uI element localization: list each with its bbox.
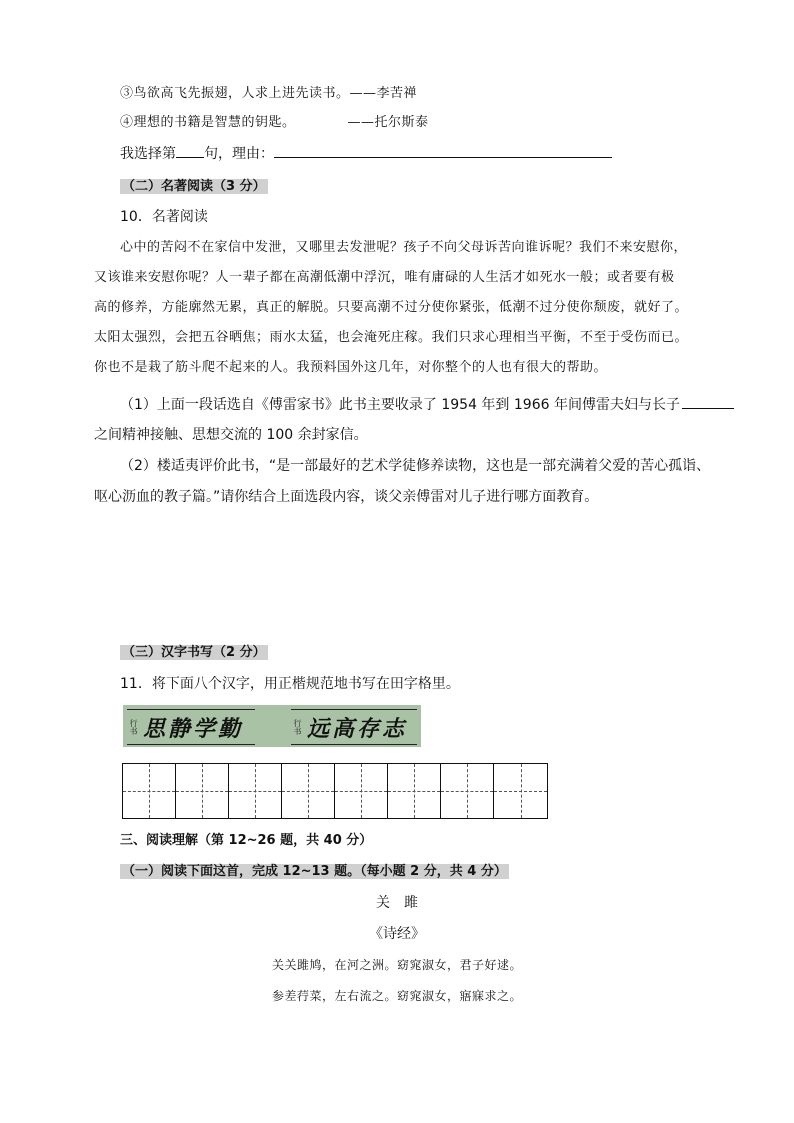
passage-line: 心中的苦闷不在家信中发泄，又哪里去发泄呢？孩子不向父母诉苦向谁诉呢？我们不来安慰你， bbox=[120, 240, 688, 255]
q10-title: 10．名著阅读 bbox=[120, 209, 208, 225]
tianzige-cell[interactable] bbox=[229, 764, 282, 818]
tianzige-cell[interactable] bbox=[176, 764, 229, 818]
answer-blank-number[interactable] bbox=[176, 145, 204, 158]
passage-line: 高的修养，方能廓然无累，真正的解脱。只要高潮不过分使你紧张，低潮不过分使你颓废，就好了。 bbox=[94, 300, 689, 315]
choose-line bbox=[120, 143, 612, 163]
q10-sub2-line1: （2）楼适夷评价此书，“是一部最好的艺术学徒修养读物，这也是一部充满着父爱的苦心孤诣、 bbox=[120, 458, 711, 474]
poem-title: 关 雎 bbox=[376, 895, 418, 911]
part-3-subheading bbox=[120, 860, 509, 879]
q10-sub1-line1 bbox=[120, 394, 734, 414]
answer-blank-son[interactable] bbox=[682, 396, 734, 409]
tianzige-cell[interactable] bbox=[441, 764, 494, 818]
poem-line: 关关雎鸠，在河之洲。窈窕淑女，君子好逑。 bbox=[271, 958, 522, 972]
tianzige-grid bbox=[122, 763, 548, 819]
section-heading-3-text: （三）汉字书写（2 分） bbox=[122, 645, 266, 660]
quote-4 bbox=[120, 111, 429, 130]
poem-line: 参差荇菜，左右流之。窈窕淑女，寤寐求之。 bbox=[271, 989, 522, 1003]
q10-sub1-line2: 之间精神接触、思想交流的 100 余封家信。 bbox=[94, 427, 368, 443]
quote-4-text: ④理想的书籍是智慧的钥匙。 bbox=[120, 115, 296, 130]
choose-prefix: 我选择第 bbox=[120, 146, 176, 162]
calligraphy-group-2 bbox=[291, 709, 417, 745]
q10-sub2-line2: 呕心沥血的教子篇。”请你结合上面选段内容，谈父亲傅雷对儿子进行哪方面教育。 bbox=[94, 489, 599, 505]
passage-line: 太阳太强烈，会把五谷晒焦；雨水太猛，也会淹死庄稼。我们只求心理相当平衡，不至于受伤而已。 bbox=[94, 330, 689, 345]
passage-line: 又该谁来安慰你呢？人一辈子都在高潮低潮中浮沉，唯有庸碌的人生活才如死水一般；或者要有极 bbox=[94, 270, 675, 285]
answer-blank-reason[interactable] bbox=[274, 145, 612, 158]
quote-4-author: ——托尔斯泰 bbox=[347, 115, 429, 130]
tianzige-cell[interactable] bbox=[388, 764, 441, 818]
calligraphy-group-1 bbox=[127, 709, 255, 745]
part-3-subheading-text: （一）阅读下面这首，完成 12~13 题。（每小题 2 分，共 4 分） bbox=[122, 864, 507, 879]
calligraphy-banner bbox=[123, 705, 421, 747]
q11-prompt: 11．将下面八个汉字，用正楷规范地书写在田字格里。 bbox=[120, 676, 460, 692]
passage bbox=[94, 233, 702, 383]
section-heading-2 bbox=[120, 175, 268, 194]
choose-mid: 句，理由： bbox=[204, 146, 274, 162]
calligraphy-text-2: 远高存志 bbox=[307, 715, 408, 742]
passage-line: 你也不是栽了筋斗爬不起来的人。我预料国外这几年，对你整个的人也有很大的帮助。 bbox=[94, 360, 608, 375]
quote-3: ③鸟欲高飞先振翅，人求上进先读书。——李苦禅 bbox=[120, 86, 418, 101]
q10-sub1-text: （1）上面一段话选自《傅雷家书》此书主要收录了 1954 年到 1966 年间傅雷夫妇与长子 bbox=[120, 397, 680, 413]
calligraphy-text-1: 思静学勤 bbox=[143, 715, 244, 742]
tianzige-cell[interactable] bbox=[282, 764, 335, 818]
tianzige-cell[interactable] bbox=[494, 764, 547, 818]
section-heading-3 bbox=[120, 641, 268, 660]
section-heading-2-text: （二）名著阅读（3 分） bbox=[122, 179, 266, 194]
calligraphy-label: 行书 bbox=[293, 719, 302, 735]
tianzige-cell[interactable] bbox=[335, 764, 388, 818]
part-3-heading: 三、阅读理解（第 12~26 题，共 40 分） bbox=[120, 833, 373, 848]
tianzige-cell[interactable] bbox=[123, 764, 176, 818]
poem-source: 《诗经》 bbox=[369, 926, 425, 942]
calligraphy-label: 行书 bbox=[129, 719, 138, 735]
